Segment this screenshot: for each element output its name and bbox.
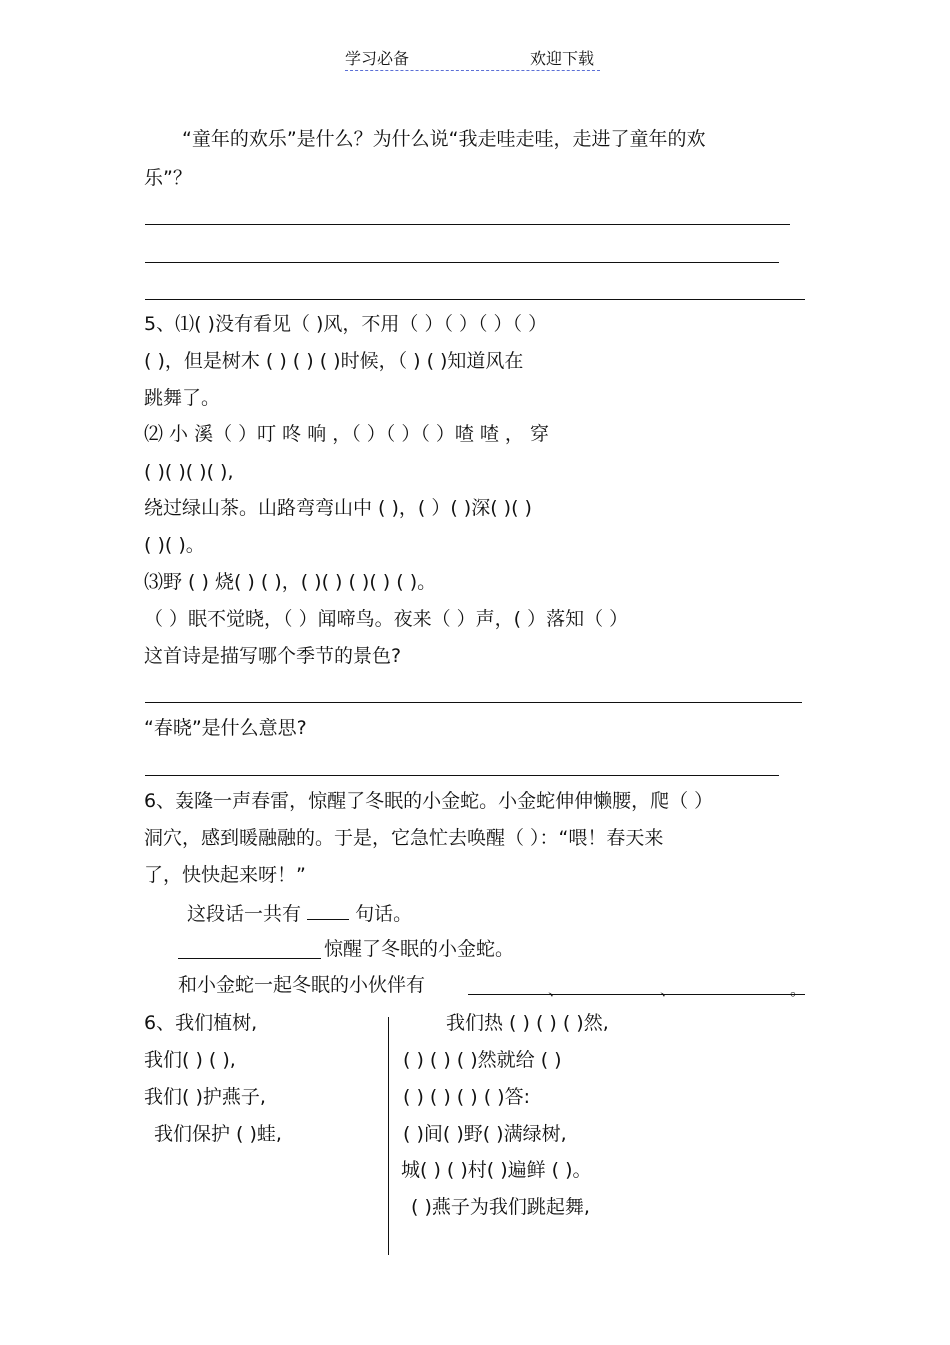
q4-line2: 乐”？ bbox=[144, 167, 192, 189]
q6b-left-3: 我们( )护燕子, bbox=[144, 1086, 266, 1108]
answer-line[interactable] bbox=[145, 299, 805, 300]
q6a-row-6: 和小金蛇一起冬眠的小伙伴有 bbox=[178, 974, 426, 996]
q6b-left-2: 我们( ) ( ), bbox=[144, 1049, 236, 1071]
q6b-right-3: ( ) ( ) ( ) ( )答: bbox=[403, 1086, 530, 1108]
answer-line[interactable] bbox=[145, 775, 779, 776]
q6a-row-1: 6、轰隆一声春雷，惊醒了冬眠的小金蛇。小金蛇伸伸懒腰，爬（ ） bbox=[144, 790, 714, 812]
q6a-row-4-text-a: 这段话一共有 bbox=[187, 903, 302, 925]
q4-line1: “童年的欢乐”是什么？为什么说“我走哇走哇，走进了童年的欢 bbox=[182, 128, 706, 150]
q5-row-10: 这首诗是描写哪个季节的景色? bbox=[144, 645, 402, 667]
header-left: 学习必备 bbox=[345, 49, 410, 68]
q6b-left-4: 我们保护 ( )蛙, bbox=[154, 1123, 282, 1145]
q6b-right-5: 城( ) ( )村( )遍鲜 ( )。 bbox=[401, 1159, 592, 1181]
q6a-row-5: 惊醒了冬眠的小金蛇。 bbox=[324, 938, 515, 960]
separator-comma: 、 bbox=[548, 980, 565, 999]
answer-line[interactable] bbox=[145, 224, 790, 225]
q5-row-5: ( )( )( )( ), bbox=[144, 461, 234, 483]
header-dashed-rule bbox=[345, 70, 600, 71]
sentence-end: 。 bbox=[790, 980, 807, 999]
answer-line[interactable] bbox=[145, 262, 779, 263]
q6a-row-2: 洞穴，感到暖融融的。于是，它急忙去唤醒（ ）：“喂！春天来 bbox=[144, 827, 664, 849]
q5-row-8: ⑶野 ( ) 烧( ) ( )，( )( ) ( )( ) ( )。 bbox=[144, 571, 437, 593]
q6b-right-1: 我们热 ( ) ( ) ( )然, bbox=[446, 1012, 609, 1034]
q6b-right-4: ( )间( )野( )满绿树, bbox=[403, 1123, 567, 1145]
companions-blank-line[interactable] bbox=[468, 994, 805, 995]
answer-line[interactable] bbox=[145, 702, 802, 703]
q5-row-1: 5、⑴( )没有看见（ )风，不用（ ）（ ）（ ）（ ） bbox=[144, 313, 548, 335]
q6b-right-6: ( )燕子为我们跳起舞, bbox=[411, 1196, 590, 1218]
q6a-row-4-text-b: 句话。 bbox=[355, 903, 413, 925]
separator-comma: 、 bbox=[660, 980, 677, 999]
q6a-row-3: 了，快快起来呀！” bbox=[144, 864, 306, 886]
q5-row-2: ( )，但是树木 ( ) ( ) ( )时候，（ ) ( )知道风在 bbox=[144, 350, 524, 372]
q5-row-7: ( )( )。 bbox=[144, 534, 205, 556]
sentence-count-blank[interactable] bbox=[307, 901, 349, 920]
fill-blank-line[interactable] bbox=[178, 958, 321, 959]
q5-row-9: （ ）眠不觉晓，（ ）闻啼鸟。夜来（ ）声，( ）落知（ ） bbox=[144, 608, 629, 630]
q5-row-6: 绕过绿山茶。山路弯弯山中 ( )，( ）( )深( )( ) bbox=[144, 497, 532, 519]
q5-row-3: 跳舞了。 bbox=[144, 387, 221, 409]
q6b-left-1: 6、我们植树, bbox=[144, 1012, 258, 1034]
q5-row-4: ⑵ 小 溪（ ）叮 咚 响 ，（ ）（ ）（ ）喳 喳 ， 穿 bbox=[144, 423, 549, 445]
column-divider bbox=[388, 1017, 389, 1255]
header-right: 欢迎下载 bbox=[530, 49, 595, 68]
q6a-row-4 bbox=[187, 901, 412, 926]
q5-row-11: “春晓”是什么意思? bbox=[144, 717, 307, 739]
q6b-right-2: ( ) ( ) ( )然就给 ( ) bbox=[403, 1049, 562, 1071]
